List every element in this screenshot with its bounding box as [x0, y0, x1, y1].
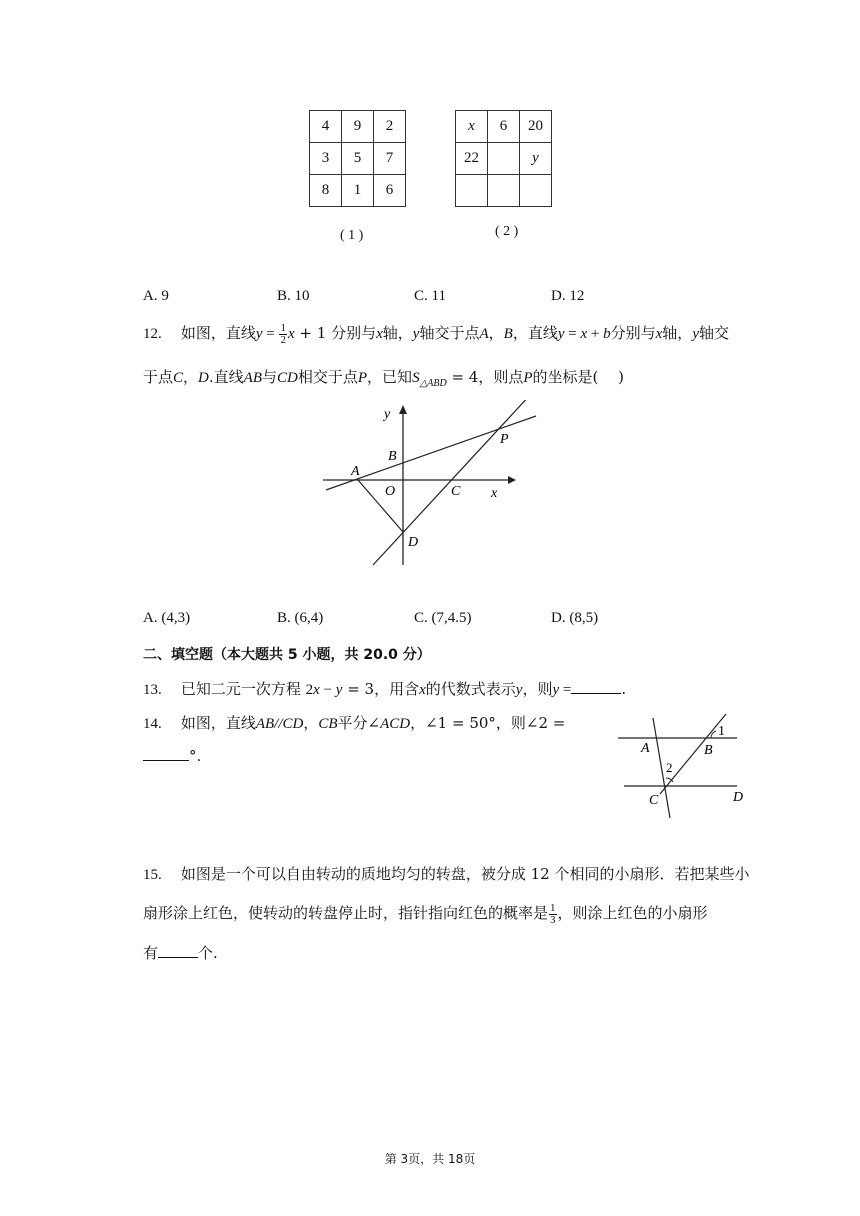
- magic-square-2: [455, 110, 552, 207]
- y-axis-arrow: [399, 405, 407, 414]
- q15-line-3: 有 个.: [143, 944, 218, 962]
- line-cd: [373, 400, 531, 565]
- answer-blank[interactable]: [571, 679, 621, 694]
- fraction: $\frac{1}{3}$: [550, 901, 556, 926]
- q12-option-a: A. (4,3): [143, 610, 191, 626]
- q12-option-c: C. (7,4.5): [414, 610, 472, 626]
- q12-coordinate-figure: [318, 400, 543, 568]
- q15-line-1: 15. 如图是一个可以自由转动的质地均匀的转盘，被分成 12 个相同的小扇形．若把某些小: [143, 865, 750, 883]
- grid-cell: 1: [342, 175, 374, 207]
- label-c: C: [649, 793, 659, 808]
- grid-cell: 22: [456, 143, 488, 175]
- q11-option-d: D. 12: [551, 288, 585, 304]
- section-heading: 二、填空题（本大题共 5 小题，共 20.0 分）: [143, 647, 431, 663]
- grid-cell: 2: [374, 111, 406, 143]
- grid-cell: [488, 143, 520, 175]
- grid-cell: 20: [520, 111, 552, 143]
- question-number: 15.: [143, 867, 162, 883]
- segment-ad: [358, 480, 403, 532]
- line-cb: [660, 714, 726, 794]
- question-number: 13.: [143, 682, 162, 698]
- label-b: B: [704, 743, 713, 758]
- grid-cell: 4: [310, 111, 342, 143]
- grid-cell: 6: [374, 175, 406, 207]
- grid-caption-2: ( 2 ): [495, 224, 519, 239]
- grid-cell: 5: [342, 143, 374, 175]
- grid-cell: [488, 175, 520, 207]
- label-p: P: [500, 432, 509, 447]
- x-axis-arrow: [508, 476, 516, 484]
- label-d: D: [408, 535, 419, 550]
- grid-cell: 7: [374, 143, 406, 175]
- q15-line-2: 扇形涂上红色，使转动的转盘停止时，指针指向红色的概率是 $\frac{1}{3}$ ，则涂上红色的小扇形: [143, 901, 708, 926]
- grid-cell: 6: [488, 111, 520, 143]
- q14-line-2: °.: [143, 746, 201, 765]
- q14-line-1: 14. 如图，直线AB//CD，CB平分∠ACD，∠1 = 50°，则∠2 =: [143, 714, 566, 732]
- label-a: A: [641, 741, 650, 756]
- label-b: B: [388, 449, 397, 464]
- q11-option-a: A. 9: [143, 288, 169, 304]
- q11-option-b: B. 10: [277, 288, 310, 304]
- grid-caption-1: ( 1 ): [340, 228, 364, 243]
- q12-line-1: 12. 如图，直线y = $\frac{1}{2}$ x + 1 分别与x轴，y轴交于点A，B，直线y = x + b分别与x轴，y轴交: [143, 321, 729, 346]
- label-c: C: [451, 484, 461, 499]
- q11-option-c: C. 11: [414, 288, 446, 304]
- answer-blank[interactable]: [143, 746, 189, 761]
- page-footer: 第 3页，共 18页: [384, 1152, 476, 1166]
- grid-cell: y: [520, 143, 552, 175]
- grid-cell: [456, 175, 488, 207]
- grid-cell: 8: [310, 175, 342, 207]
- label-2: 2: [666, 760, 673, 775]
- question-number: 14.: [143, 716, 162, 732]
- question-number: 12.: [143, 326, 162, 342]
- grid-cell: 9: [342, 111, 374, 143]
- q13-line: 13. 已知二元一次方程 2x − y = 3，用含x的代数式表示y，则y = .: [143, 680, 627, 698]
- label-a: A: [351, 464, 360, 479]
- fraction: $\frac{1}{2}$: [280, 321, 286, 346]
- grid-cell: 3: [310, 143, 342, 175]
- label-x: x: [491, 486, 498, 501]
- label-y: y: [384, 407, 391, 422]
- q14-parallel-lines-figure: [610, 712, 760, 822]
- grid-cell: [520, 175, 552, 207]
- label-1: 1: [718, 724, 725, 739]
- grid-cell: x: [456, 111, 488, 143]
- q12-option-d: D. (8,5): [551, 610, 599, 626]
- label-d: D: [733, 790, 744, 805]
- label-o: O: [385, 484, 396, 499]
- q12-option-b: B. (6,4): [277, 610, 324, 626]
- magic-square-1: [309, 110, 406, 207]
- answer-blank[interactable]: [158, 943, 198, 958]
- q12-line-2: 于点C，D.直线AB与CD相交于点P，已知$S_{\triangle ABD} = 4$，则点P的坐标是( ): [143, 368, 625, 389]
